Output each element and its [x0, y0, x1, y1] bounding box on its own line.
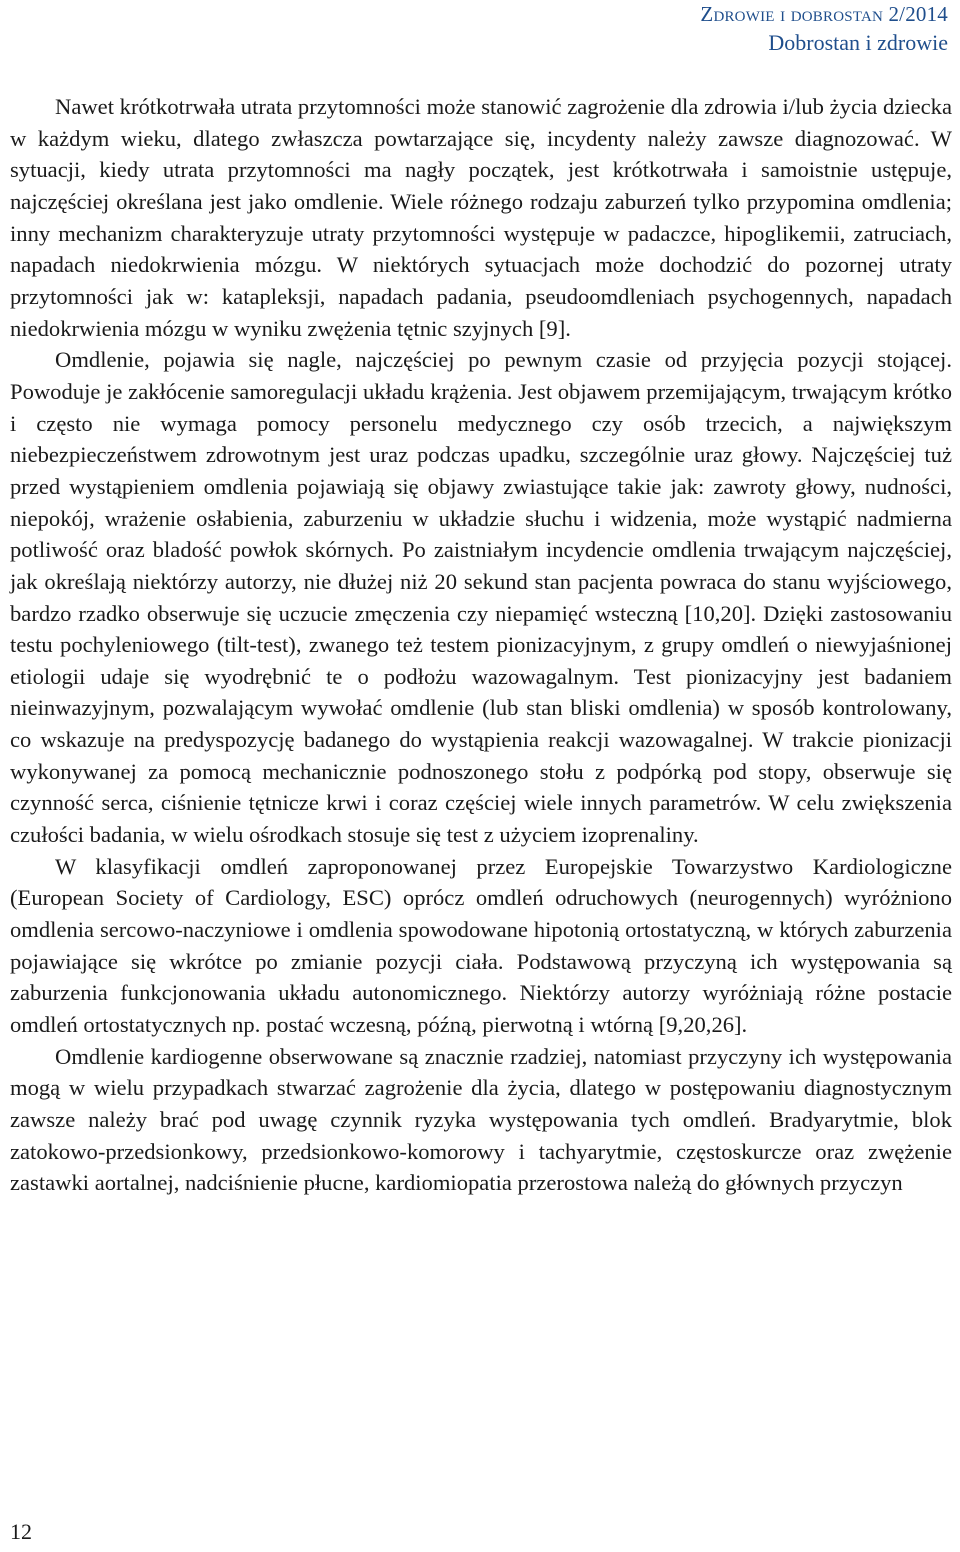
paragraph: W klasyfikacji omdleń zaproponowanej przez Europejskie Towarzystwo Kardiologiczne (European Society of Cardiology, ESC) oprócz omdleń odruchowych (neurogennych) wyróżniono omdlenia sercowo-naczyniowe i omdlenia spowodowane hipotonią ortostatyczną, w których zaburzenia pojawiające się wkrótce po zmianie pozycji ciała. Podstawową przyczyną ich występowania są zaburzenia funkcjonowania układu autonomicznego. Niektórzy autorzy wyróżniają różne postacie omdleń ortostatycznych np. postać wczesną, późną, pierwotną i wtórną [9,20,26].	[10, 853, 952, 1038]
paragraph: Omdlenie kardiogenne obserwowane są znacznie rzadziej, natomiast przyczyny ich występowania mogą w wielu przypadkach stwarzać zagrożenie dla życia, dlatego w postępowaniu diagnostycznym zawsze należy brać pod uwagę czynnik ryzyka występowania tych omdleń. Bradyarytmie, blok zatokowo-przedsionkowy, przedsionkowo-komorowy i tachyarytmie, częstoskurcze oraz zwężenie zastawki aortalnej, nadciśnienie płucne, kardiomiopatia przerostowa należą do głównych przyczyn	[10, 1043, 952, 1196]
section-title: Dobrostan i zdrowie	[768, 30, 948, 55]
article-body	[10, 91, 952, 1199]
running-header	[348, 0, 948, 58]
paragraph: Omdlenie, pojawia się nagle, najczęściej po pewnym czasie od przyjęcia pozycji stojącej. Powoduje je zakłócenie samoregulacji układu krążenia. Jest objawem przemijającym, trwającym krótko i często nie wymaga pomocy personelu medycznego czy osób trzecich, a największym niebezpieczeństwem zdrowotnym jest uraz podczas upadku, szczególnie uraz głowy. Najczęściej tuż przed wystąpieniem omdlenia pojawiają się objawy zwiastujące takie jak: zawroty głowy, nudności, niepokój, wrażenie osłabienia, zaburzeniu w układzie słuchu i widzenia, może wystąpić nadmierna potliwość oraz bladość powłok skórnych. Po zaistniałym incydencie omdlenia trwającym najczęściej, jak określają niektórzy autorzy, nie dłużej niż 20 sekund stan pacjenta powraca do stanu wyjściowego, bardzo rzadko obserwuje się uczucie zmęczenia czy niepamięć wsteczną [10,20]. Dzięki zastosowaniu testu pochyleniowego (tilt-test), zwanego też testem pionizacyjnym, z grupy omdleń o niewyjaśnionej etiologii udaje się wyodrębnić te o podłożu wazowagalnym. Test pionizacyjny jest badaniem nieinwazyjnym, pozwalającym wywołać omdlenie (lub stan bliski omdlenia) w sposób kontrolowany, co wskazuje na predyspozycję badanego do wystąpienia reakcji wazowagalnej. W trakcie pionizacji wykonywanej za pomocą mechanicznie podnoszonego stołu z podpórką pod stopy, obserwuje się czynność serca, ciśnienie tętnicze krwi i coraz częściej wiele innych parametrów. W celu zwiększenia czułości badania, w wielu ośrodkach stosuje się test z użyciem izoprenaliny.	[10, 347, 952, 848]
journal-title: Zdrowie i dobrostan 2/2014	[700, 2, 948, 26]
paragraph: Nawet krótkotrwała utrata przytomności może stanowić zagrożenie dla zdrowia i/lub życia dziecka w każdym wieku, dlatego zwłaszcza powtarzające się, incydenty należy zawsze diagnozować. W sytuacji, kiedy utrata przytomności ma nagły początek, jest krótkotrwała i samoistnie ustępuje, najczęściej określana jest jako omdlenie. Wiele różnego rodzaju zaburzeń tylko przypomina omdlenia; inny mechanizm charakteryzuje utraty przytomności występuje w padaczce, hipoglikemii, zatruciach, napadach niedokrwienia mózgu. W niektórych sytuacjach może dochodzić do pozornej utraty przytomności jak w: katapleksji, napadach padania, pseudoomdleniach psychogennych, napadach niedokrwienia mózgu w wyniku zwężenia tętnic szyjnych [9].	[10, 94, 952, 341]
page-number: 12	[10, 1519, 32, 1544]
